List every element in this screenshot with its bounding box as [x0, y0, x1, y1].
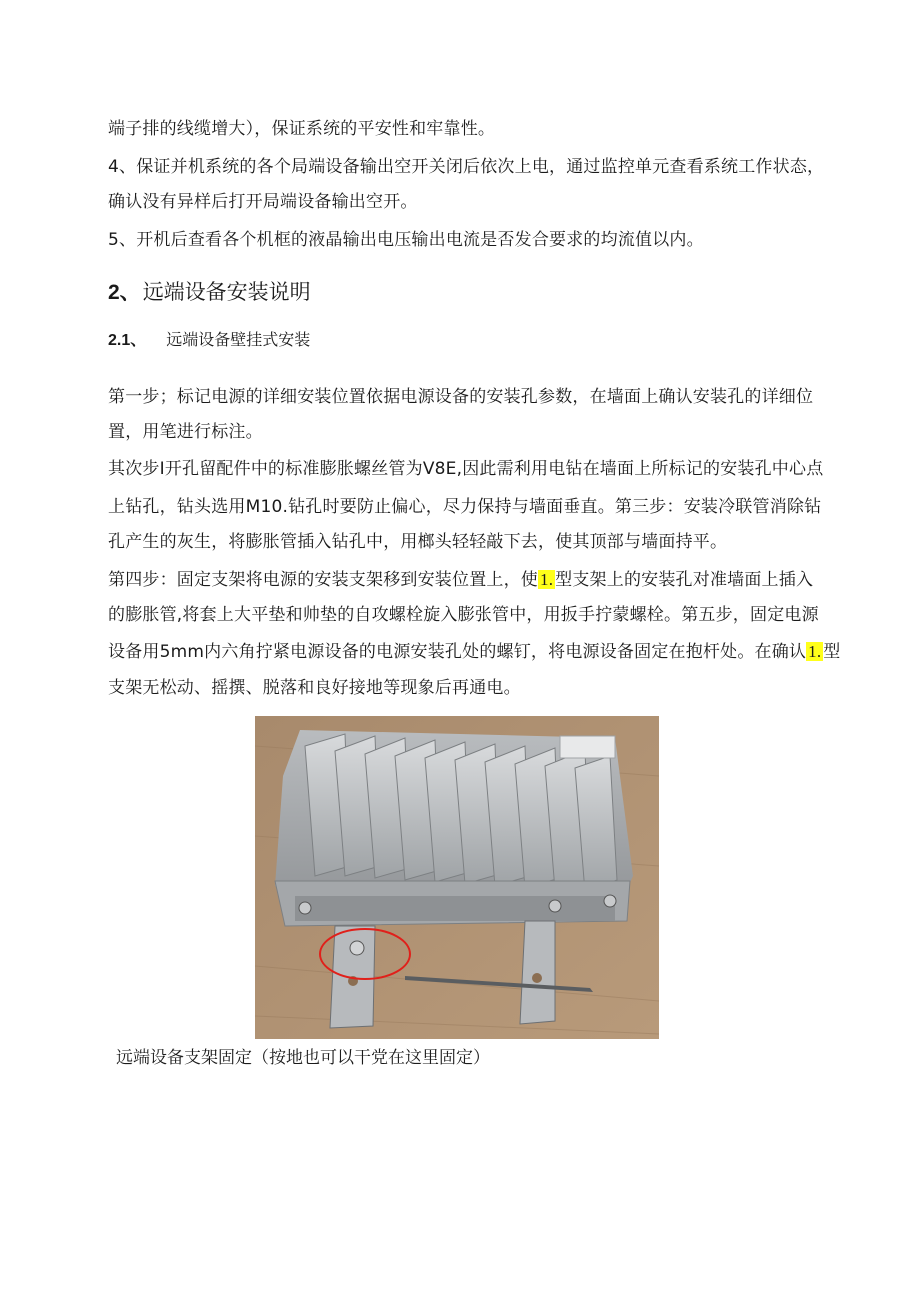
highlight-mark: 1.: [808, 642, 822, 661]
section-2-heading: [108, 278, 311, 307]
step-2-line-2: 上钻孔，钻头选用M10.钻孔时要防止偏心，尽力保持与墙面垂直。第三步：安装冷联管消除钻: [108, 497, 822, 517]
step-4-line-1-text-b: 型支架上的安装孔对准墙面上插入: [555, 570, 814, 590]
step-4-line-2: 的膨胀管,将套上大平垫和帅垫的自攻螺栓旋入膨张管中，用扳手拧蒙螺栓。第五步，固定电源: [108, 605, 819, 625]
step-2-line-1: 其次步I开孔留配件中的标准膨胀螺丝管为V8E,因此需利用电钻在墙面上所标记的安装孔中心点: [108, 459, 824, 479]
section-2-1-number: 2.1、: [108, 332, 147, 349]
step-2-line-3: 孔产生的灰生，将膨胀管插入钻孔中，用榔头轻轻敲下去，使其顶部与墙面持平。: [108, 532, 728, 552]
paragraph-intro: 端子排的线缆增大），保证系统的平安性和牢靠性。: [108, 119, 496, 139]
photo-caption: 远端设备支架固定（按地也可以干党在这里固定）: [116, 1048, 490, 1068]
step-4-line-3-text-b: 型: [823, 642, 841, 662]
step-1-line-1: 第一步；标记电源的详细安装位置依据电源设备的安装孔参数，在墙面上确认安装孔的详细位: [108, 387, 814, 407]
section-2-title: 远端设备安装说明: [142, 280, 311, 304]
paragraph-4-line-1: 4、保证并机系统的各个局端设备输出空开关闭后依次上电，通过监控单元查看系统工作状态，: [108, 157, 825, 177]
device-bracket-photo: [255, 716, 659, 1039]
paragraph-4-line-2: 确认没有异样后打开局端设备输出空开。: [108, 192, 418, 212]
step-4-line-3: [108, 640, 841, 664]
section-2-1-heading: [108, 329, 310, 352]
section-2-number: 2、: [108, 281, 141, 304]
step-1-line-2: 置，用笔进行标注。: [108, 422, 263, 442]
paragraph-5: 5、开机后查看各个机框的液晶输出电压输出电流是否发合要求的均流值以内。: [108, 230, 704, 250]
step-4-line-3-text-a: 设备用5mm内六角拧紧电源设备的电源安装孔处的螺钉，将电源设备固定在抱杆处。在确认: [108, 642, 807, 662]
step-4-line-1-text-a: 第四步：固定支架将电源的安装支架移到安装位置上，使: [108, 570, 538, 590]
step-4-line-4: 支架无松动、摇撰、脱落和良好接地等现象后再通电。: [108, 678, 521, 698]
step-4-line-1: [108, 568, 813, 592]
section-2-1-title: 远端设备壁挂式安装: [166, 330, 311, 349]
highlight-mark: 1.: [540, 570, 554, 589]
